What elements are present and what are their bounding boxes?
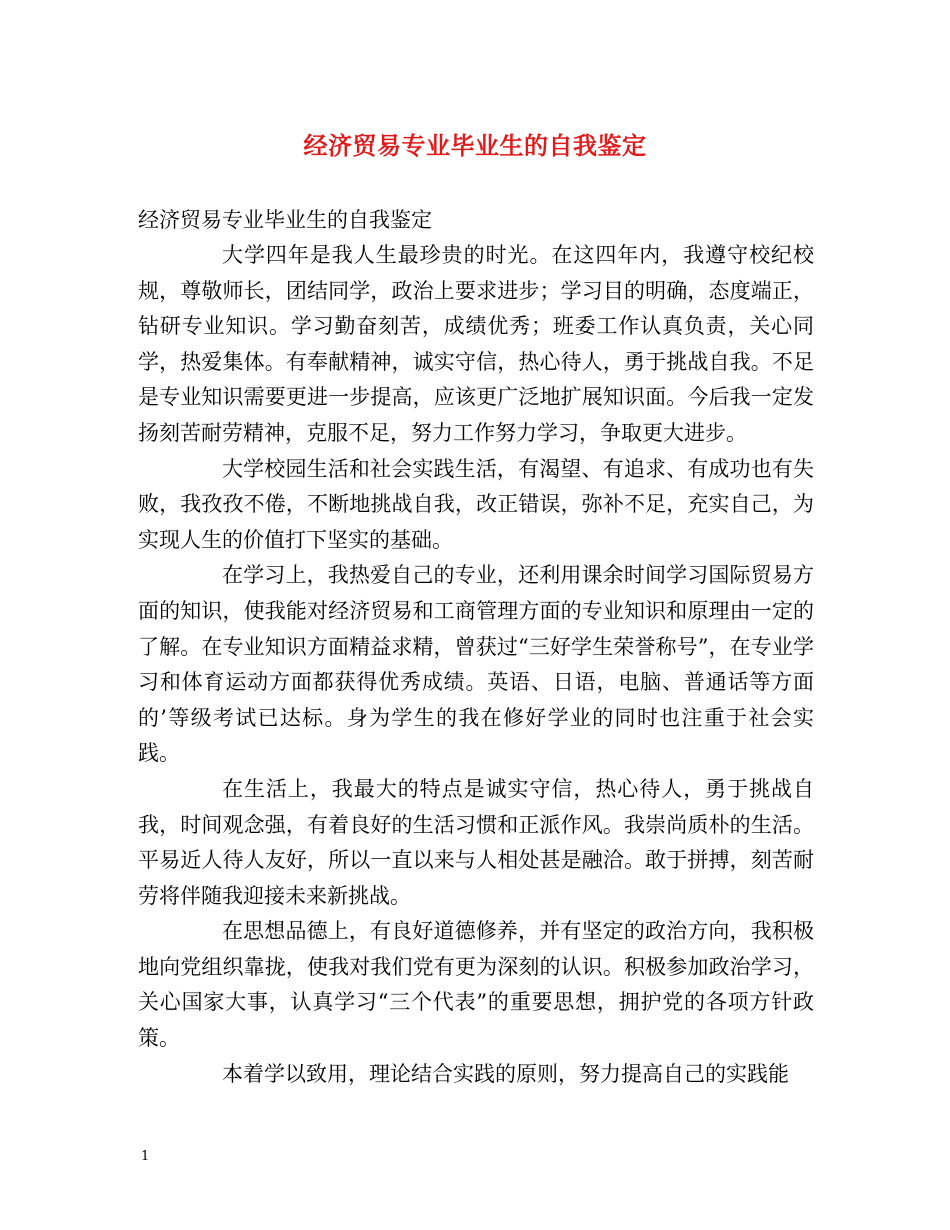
page-number: 1 bbox=[141, 1149, 150, 1164]
paragraph: 在生活上，我最大的特点是诚实守信，热心待人，勇于挑战自我，时间观念强，有着良好的生活习惯和正派作风。我崇尚质朴的生活。平易近人待人友好，所以一直以来与人相处甚是融洽。敢于拼搏，刻苦耐劳将伴随我迎接未来新挑战。 bbox=[138, 776, 814, 908]
paragraph: 在思想品德上，有良好道德修养，并有坚定的政治方向，我积极地向党组织靠拢，使我对我们党有更为深刻的认识。积极参加政治学习，关心国家大事，认真学习“三个代表”的重要思想，拥护党的各项方针政策。 bbox=[138, 919, 814, 1051]
paragraph: 大学四年是我人生最珍贵的时光。在这四年内，我遵守校纪校规，尊敬师长，团结同学，政治上要求进步；学习目的明确，态度端正，钻研专业知识。学习勤奋刻苦，成绩优秀；班委工作认真负责，关心同学，热爱集体。有奉献精神，诚实守信，热心待人，勇于挑战自我。不足是专业知识需要更进一步提高，应该更广泛地扩展知识面。今后我一定发扬刻苦耐劳精神，克服不足，努力工作努力学习，争取更大进步。 bbox=[138, 243, 814, 445]
document-title: 经济贸易专业毕业生的自我鉴定 bbox=[303, 131, 647, 160]
document-body bbox=[138, 238, 814, 1092]
paragraph: 大学校园生活和社会实践生活，有渴望、有追求、有成功也有失败，我孜孜不倦，不断地挑战自我，改正错误，弥补不足，充实自己，为实现人生的价值打下坚实的基础。 bbox=[138, 456, 814, 552]
paragraph: 在学习上，我热爱自己的专业，还利用课余时间学习国际贸易方面的知识，使我能对经济贸易和工商管理方面的专业知识和原理由一定的了解。在专业知识方面精益求精，曾获过“三好学生荣誉称号”，在专业学习和体育运动方面都获得优秀成绩。英语、日语，电脑、普通话等方面的’等级考试已达标。身为学生的我在修好学业的同时也注重于社会实践。 bbox=[138, 563, 814, 766]
document-heading: 经济贸易专业毕业生的自我鉴定 bbox=[138, 208, 432, 232]
paragraph: 本着学以致用，理论结合实践的原则，努力提高自己的实践能 bbox=[222, 1061, 789, 1086]
